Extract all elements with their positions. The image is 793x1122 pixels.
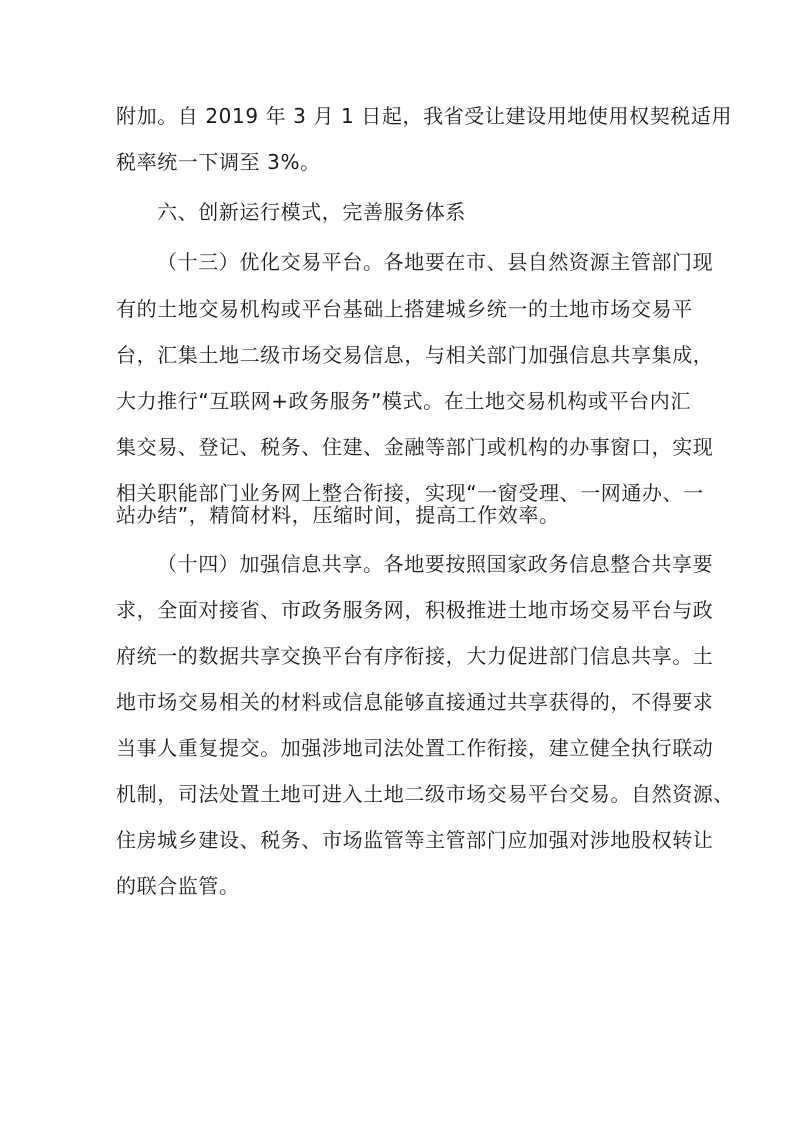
paragraph-line-2: 税率统一下调至 3%。 [116, 150, 321, 174]
paragraph-14-line-8: 的联合监管。 [116, 874, 240, 898]
paragraph-14-line-2: 求，全面对接省、市政务服务网，积极推进土地市场交易平台与政 [116, 598, 714, 622]
paragraph-14-line-3: 府统一的数据共享交换平台有序衔接，大力促进部门信息共享。土 [116, 644, 714, 668]
paragraph-13-line-7: 站办结”，精简材料，压缩时间，提高工作效率。 [116, 503, 560, 527]
paragraph-14-line-1: （十四）加强信息共享。各地要按照国家政务信息整合共享要 [157, 552, 714, 576]
paragraph-13-line-6: 相关职能部门业务网上整合衔接，实现“一窗受理、一网通办、一 [116, 481, 704, 505]
paragraph-13-line-5: 集交易、登记、税务、住建、金融等部门或机构的办事窗口，实现 [116, 435, 714, 459]
paragraph-14-line-6: 机制，司法处置土地可进入土地二级市场交易平台交易。自然资源、 [116, 782, 734, 806]
section-heading-6: 六、创新运行模式，完善服务体系 [157, 200, 466, 224]
paragraph-14-line-5: 当事人重复提交。加强涉地司法处置工作衔接，建立健全执行联动 [116, 736, 714, 760]
paragraph-13-line-4: 大力推行“互联网+政务服务”模式。在土地交易机构或平台内汇 [116, 389, 691, 413]
paragraph-13-line-1: （十三）优化交易平台。各地要在市、县自然资源主管部门现 [157, 250, 714, 274]
paragraph-13-line-2: 有的土地交易机构或平台基础上搭建城乡统一的土地市场交易平 [116, 297, 693, 321]
paragraph-14-line-7: 住房城乡建设、税务、市场监管等主管部门应加强对涉地股权转让 [116, 828, 714, 852]
paragraph-line-1: 附加。自 2019 年 3 月 1 日起，我省受让建设用地使用权契税适用 [116, 104, 733, 128]
paragraph-14-line-4: 地市场交易相关的材料或信息能够直接通过共享获得的，不得要求 [116, 690, 714, 714]
paragraph-13-line-3: 台，汇集土地二级市场交易信息，与相关部门加强信息共享集成， [116, 343, 714, 367]
